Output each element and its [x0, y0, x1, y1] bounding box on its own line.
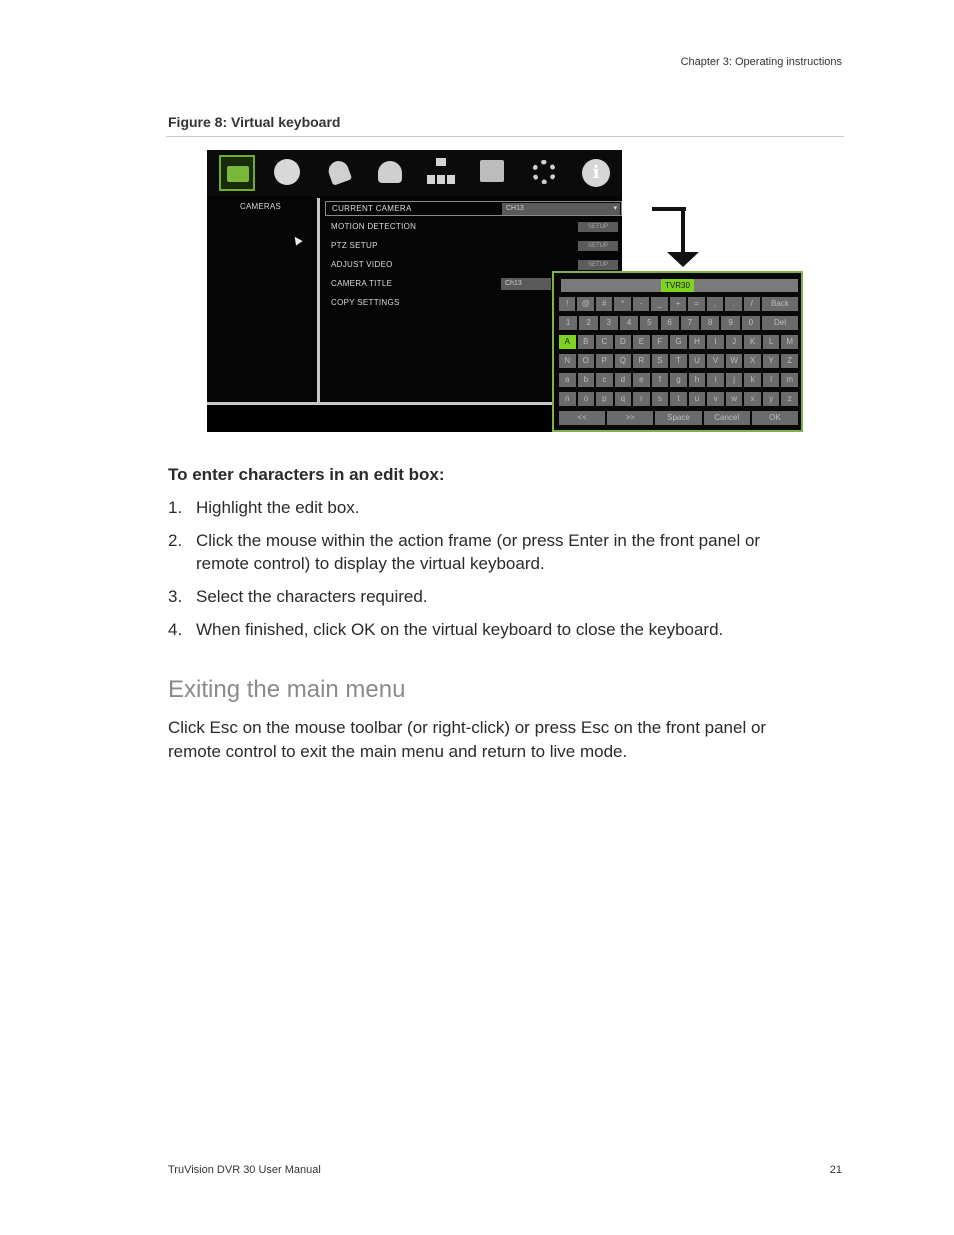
- key-3-10: X: [744, 354, 761, 368]
- step-text: Select the characters required.: [196, 587, 428, 606]
- key-0-9: .: [725, 297, 741, 311]
- key-4-2: c: [596, 373, 613, 387]
- instructions-heading: To enter characters in an edit box:: [168, 465, 445, 484]
- key-3-9: W: [726, 354, 743, 368]
- key-4-12: m: [781, 373, 798, 387]
- mouse-cursor-icon: [291, 234, 302, 245]
- step-text: Click the mouse within the action frame (or press Enter in the front panel or remote control) to display the virtual keyboard.: [196, 531, 761, 573]
- keyboard-input-value: TVR30: [661, 279, 694, 292]
- key-0-8: ,: [707, 297, 723, 311]
- key-1-2: 3: [600, 316, 618, 330]
- key-3-7: U: [689, 354, 706, 368]
- menu-row-motion-detection: [325, 220, 622, 235]
- key-2-1: B: [578, 335, 595, 349]
- key-0-0: !: [559, 297, 575, 311]
- key-2-7: H: [689, 335, 706, 349]
- menu-row-current-camera: [325, 201, 622, 216]
- key-5-0: n: [559, 392, 576, 406]
- key-4-10: k: [744, 373, 761, 387]
- key-5-7: u: [689, 392, 706, 406]
- key-1-9: 0: [742, 316, 760, 330]
- step-number: 4.: [168, 620, 183, 639]
- menu-row-ptz-setup: [325, 239, 622, 254]
- list-item: [168, 585, 808, 608]
- figure-caption: Figure 8: Virtual keyboard: [168, 114, 341, 130]
- clock-icon: [270, 155, 306, 191]
- key-5-3: q: [615, 392, 632, 406]
- dvr-toolbar: [207, 150, 622, 196]
- key-3-3: Q: [615, 354, 632, 368]
- key-5-9: w: [726, 392, 743, 406]
- key-3-12: Z: [781, 354, 798, 368]
- key-2-2: C: [596, 335, 613, 349]
- cameras-label: CAMERAS: [240, 202, 281, 211]
- monitor-icon: [475, 155, 511, 191]
- key-1-1: 2: [579, 316, 597, 330]
- key-3-0: N: [559, 354, 576, 368]
- key-2-12: M: [781, 335, 798, 349]
- key-5-12: z: [781, 392, 798, 406]
- keyboard-input-field: [561, 279, 798, 292]
- step-number: 2.: [168, 531, 183, 550]
- key-2-6: G: [670, 335, 687, 349]
- key-4-6: g: [670, 373, 687, 387]
- instruction-steps: [168, 496, 808, 651]
- list-item: [168, 496, 808, 519]
- key-5-10: x: [744, 392, 761, 406]
- camera-title-field: Ch13: [501, 278, 551, 290]
- setup-button: SETUP: [578, 241, 618, 251]
- key-0-5: _: [651, 297, 667, 311]
- menu-label: PTZ SETUP: [331, 241, 378, 250]
- key-0-7: =: [688, 297, 704, 311]
- key-3-2: P: [596, 354, 613, 368]
- key-1-6: 7: [681, 316, 699, 330]
- key-0-1: @: [577, 297, 593, 311]
- key-4-9: j: [726, 373, 743, 387]
- key-3-4: R: [633, 354, 650, 368]
- menu-label: COPY SETTINGS: [331, 298, 400, 307]
- key-5-6: t: [670, 392, 687, 406]
- key-3-6: T: [670, 354, 687, 368]
- chapter-header: Chapter 3: Operating instructions: [680, 56, 842, 68]
- key-4-8: i: [707, 373, 724, 387]
- key-2-4: E: [633, 335, 650, 349]
- key-b-0: <<: [559, 411, 605, 425]
- step-text: When finished, click OK on the virtual keyboard to close the keyboard.: [196, 620, 724, 639]
- key-5-8: v: [707, 392, 724, 406]
- key-0-6: +: [670, 297, 686, 311]
- setup-button: SETUP: [578, 222, 618, 232]
- key-4-7: h: [689, 373, 706, 387]
- key-2-9: J: [726, 335, 743, 349]
- key-b-2: Space: [655, 411, 701, 425]
- key-b-1: >>: [607, 411, 653, 425]
- key-0-3: *: [614, 297, 630, 311]
- key-1-7: 8: [701, 316, 719, 330]
- setup-button: SETUP: [578, 260, 618, 270]
- info-icon: [578, 155, 614, 191]
- key-3-1: O: [578, 354, 595, 368]
- users-icon: [373, 155, 409, 191]
- key-2-5: F: [652, 335, 669, 349]
- menu-label: CURRENT CAMERA: [332, 204, 412, 213]
- key-1-3: 4: [620, 316, 638, 330]
- key-5-2: p: [596, 392, 613, 406]
- network-icon: [424, 155, 460, 191]
- menu-label: MOTION DETECTION: [331, 222, 417, 231]
- key-4-0: a: [559, 373, 576, 387]
- key-5-1: o: [578, 392, 595, 406]
- key-b-3: Cancel: [704, 411, 750, 425]
- key-2-3: D: [615, 335, 632, 349]
- key-4-5: f: [652, 373, 669, 387]
- key-4-3: d: [615, 373, 632, 387]
- key-3-11: Y: [763, 354, 780, 368]
- step-number: 3.: [168, 587, 183, 606]
- key-2-11: L: [763, 335, 780, 349]
- menu-label: CAMERA TITLE: [331, 279, 393, 288]
- virtual-keyboard: [552, 271, 803, 432]
- key-1-5: 6: [661, 316, 679, 330]
- key-0-10: /: [744, 297, 760, 311]
- caption-divider: [166, 136, 844, 137]
- key-0-4: -: [633, 297, 649, 311]
- step-text: Highlight the edit box.: [196, 498, 360, 517]
- key-2-8: I: [707, 335, 724, 349]
- key-5-11: y: [763, 392, 780, 406]
- key-2-10: K: [744, 335, 761, 349]
- section-paragraph: Click Esc on the mouse toolbar (or right-click) or press Esc on the front panel or remote control to exit the main menu and return to live mode.: [168, 718, 767, 761]
- current-camera-select: CH13 ▾: [502, 203, 620, 215]
- alarm-bell-icon: [322, 155, 358, 191]
- list-item: [168, 618, 808, 641]
- key-3-5: S: [652, 354, 669, 368]
- dropdown-arrow-icon: ▾: [613, 205, 617, 212]
- key-1-4: 5: [640, 316, 658, 330]
- key-0-11: Back: [762, 297, 798, 311]
- page-number: 21: [829, 1164, 842, 1176]
- key-b-4: OK: [752, 411, 798, 425]
- key-1-0: 1: [559, 316, 577, 330]
- step-number: 1.: [168, 498, 183, 517]
- key-4-1: b: [578, 373, 595, 387]
- key-0-2: #: [596, 297, 612, 311]
- list-item: [168, 529, 808, 575]
- key-5-4: r: [633, 392, 650, 406]
- key-4-11: l: [763, 373, 780, 387]
- gears-icon: [527, 155, 563, 191]
- key-1-8: 9: [721, 316, 739, 330]
- section-heading: Exiting the main menu: [168, 676, 406, 703]
- key-5-5: s: [652, 392, 669, 406]
- key-2-0: A: [559, 335, 576, 349]
- menu-label: ADJUST VIDEO: [331, 260, 393, 269]
- key-3-8: V: [707, 354, 724, 368]
- key-1-10: Del: [762, 316, 798, 330]
- dvr-left-panel: [207, 198, 320, 402]
- key-4-4: e: [633, 373, 650, 387]
- camera-icon: [219, 155, 255, 191]
- footer-manual-title: TruVision DVR 30 User Manual: [168, 1164, 321, 1176]
